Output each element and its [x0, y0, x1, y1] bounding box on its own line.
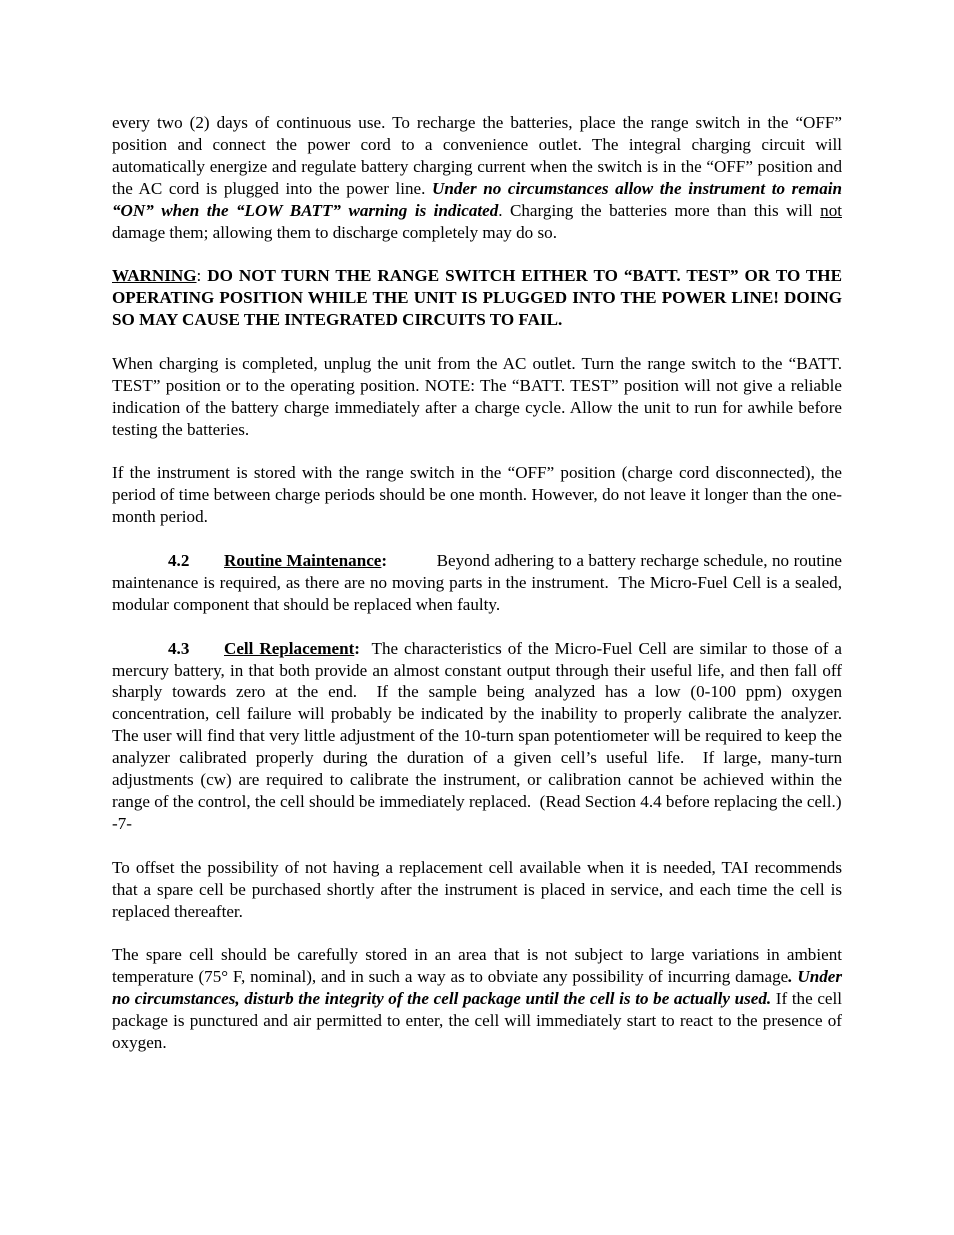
storage-text: The spare cell should be carefully stored in an area that is not subject to large variations in ambient temperature (75° F, nominal), and in such a way as to obviate any possibility of incurring damage [112, 945, 842, 987]
cell-package-caution: . Under no circumstances, disturb the integrity of the cell package until the cell is to be actually used. [112, 967, 842, 1009]
not-emphasis: not [820, 200, 842, 220]
section-number-4-2: 4.2 [168, 551, 190, 571]
storage-text-end: If the cell package is punctured and air permitted to enter, the cell will immediately start to react to the presence of oxygen. [112, 989, 843, 1052]
low-batt-caution: Under no circumstances allow the instrument to remain “ON” when the “LOW BATT” warning is indicated [112, 178, 842, 220]
section-title-colon: : [354, 638, 360, 658]
section-title-cell-replacement: Cell Replacement [224, 638, 355, 658]
warning-text: DO NOT TURN THE RANGE SWITCH EITHER TO “BATT. TEST” OR TO THE OPERATING POSITION WHILE THE UNIT IS PLUGGED INTO THE POWER LINE! DOING SO MAY CAUSE THE INTEGRATED CIRCUITS TO FAIL. [112, 266, 842, 330]
spare-cell-storage-paragraph [112, 944, 842, 1054]
section-4-3-text: The characteristics of the Micro-Fuel Cell are similar to those of a mercury battery, in that both provide an almost constant output through their useful life, and then fall off sharply towards zero at the end. If the sample being analyzed has a low (0-100 ppm) oxygen concentration, cell failure will probably be indicated by the inability to properly calibrate the analyzer. The user will find that very little adjustment of the 10-turn span potentiometer will be required to keep the analyzer calibrated properly during the duration of a given cell’s useful life. If large, many-turn adjustments (cw) are required to calibrate the instrument, or calibration cannot be achieved within the range of the control, the cell should be immediately replaced. (Read Section 4.4 before replacing the cell.) [112, 638, 851, 812]
section-number-4-3: 4.3 [168, 638, 190, 658]
recharge-text: every two (2) days of continuous use. To recharge the batteries, place the range switch in the “OFF” position and connect the power cord to a convenience outlet. The integral charging circuit will automatically energize and regulate battery charging current when the switch is in the “OFF” position and the AC cord is plugged into the power line. [112, 113, 842, 198]
document-page [112, 112, 851, 1076]
section-title-colon: : [381, 551, 388, 571]
section-4-3-paragraph [112, 638, 851, 813]
recharge-text-cont: . Charging the batteries more than this will [498, 200, 821, 220]
warning-paragraph [112, 265, 842, 331]
section-4-2-paragraph [112, 550, 847, 616]
charging-complete-paragraph: When charging is completed, unplug the unit from the AC outlet. Turn the range switch to the “BATT. TEST” position or to the operating position. NOTE: The “BATT. TEST” position will not give a reliable indication of the battery charge immediately after a charge cycle. Allow the unit to run for awhile before testing the batteries. [112, 353, 842, 439]
page-number: -7- [112, 813, 132, 833]
section-4-2-text: Beyond adhering to a battery recharge schedule, no routine maintenance is required, as there are no moving parts in the instrument. The Micro-Fuel Cell is a sealed, modular component that should be replaced when faulty. [112, 551, 847, 614]
warning-colon: : [196, 266, 208, 286]
recharge-text-end: damage them; allowing them to discharge completely may do so. [112, 222, 557, 242]
spare-cell-paragraph: To offset the possibility of not having a replacement cell available when it is needed, TAI recommends that a spare cell be purchased shortly after the instrument is placed in service, and each time the cell is replaced thereafter. [112, 857, 842, 921]
section-title-routine-maintenance: Routine Maintenance [224, 551, 382, 571]
warning-label: WARNING [112, 266, 197, 286]
battery-recharge-paragraph [112, 112, 842, 243]
storage-paragraph: If the instrument is stored with the range switch in the “OFF” position (charge cord disconnected), the period of time between charge periods should be one month. However, do not leave it longer than the one-month period. [112, 463, 842, 527]
